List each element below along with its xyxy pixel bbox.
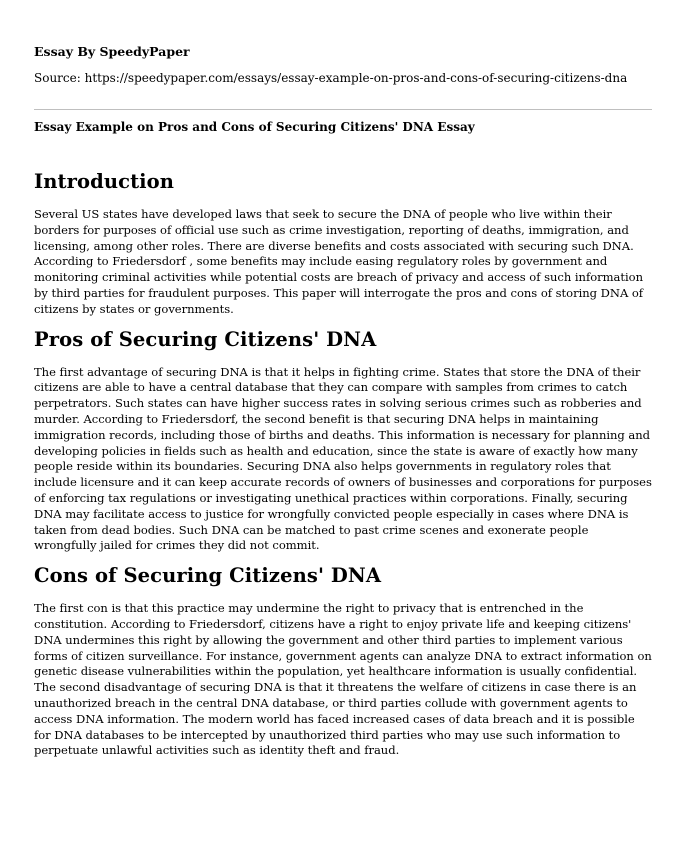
section-introduction	[34, 170, 654, 318]
section-heading-cons: Cons of Securing Citizens' DNA	[34, 564, 382, 588]
essay-title: Essay Example on Pros and Cons of Securing Citizens' DNA Essay	[34, 120, 475, 134]
header-divider	[34, 109, 652, 110]
source-line: Source: https://speedypaper.com/essays/essay-example-on-pros-and-cons-of-securing-citizens-dna	[34, 71, 628, 85]
brand-label: Essay By SpeedyPaper	[34, 44, 190, 59]
section-pros	[34, 328, 654, 555]
document-header	[34, 44, 664, 86]
section-paragraph-introduction: Several US states have developed laws that seek to secure the DNA of people who live within their borders for purposes of official use such as crime investigation, reporting of deaths, immigration, and licensing, among other roles. There are diverse benefits and costs associated with securing such DNA. According to Friedersdorf , some benefits may include easing regulatory roles by government and monitoring criminal activities while potential costs are breach of privacy and access of such information by third parties for fraudulent purposes. This paper will interrogate the pros and cons of storing DNA of citizens by states or governments.	[34, 207, 644, 316]
section-heading-pros: Pros of Securing Citizens' DNA	[34, 327, 377, 351]
section-paragraph-cons: The first con is that this practice may undermine the right to privacy that is entrenched in the constitution. According to Friedersdorf, citizens have a right to enjoy private life and keeping citizens' DNA undermines this right by allowing the government and other third parties to implement various forms of citizen surveillance. For instance, government agents can analyze DNA to extract information on genetic disease vulnerabilities within the population, yet healthcare information is usually confidential. The second disadvantage of securing DNA is that it threatens the welfare of citizens in case there is an unauthorized breach in the central DNA database, or third parties collude with government agents to access DNA information. The modern world has faced increased cases of data breach and it is possible for DNA databases to be intercepted by unauthorized third parties who may use such information to perpetuate unlawful activities such as identity theft and fraud.	[34, 601, 652, 758]
section-paragraph-pros: The first advantage of securing DNA is that it helps in fighting crime. States that store the DNA of their citizens are able to have a central database that they can compare with samples from crimes to catch perpetrators. Such states can have higher success rates in solving serious crimes such as robberies and murder. According to Friedersdorf, the second benefit is that securing DNA helps in maintaining immigration records, including those of births and deaths. This information is necessary for planning and developing policies in fields such as health and education, since the state is aware of exactly how many people reside within its boundaries. Securing DNA also helps governments in regulatory roles that include licensure and it can keep accurate records of owners of businesses and corporations for purposes of enforcing tax regulations or investigating unethical practices within corporations. Finally, securing DNA may facilitate access to justice for wrongfully convicted people especially in cases where DNA is taken from dead bodies. Such DNA can be matched to past crime scenes and exonerate people wrongfully jailed for crimes they did not commit.	[34, 364, 652, 553]
essay-body	[34, 170, 654, 769]
section-cons	[34, 564, 654, 759]
section-heading-introduction: Introduction	[34, 170, 175, 193]
